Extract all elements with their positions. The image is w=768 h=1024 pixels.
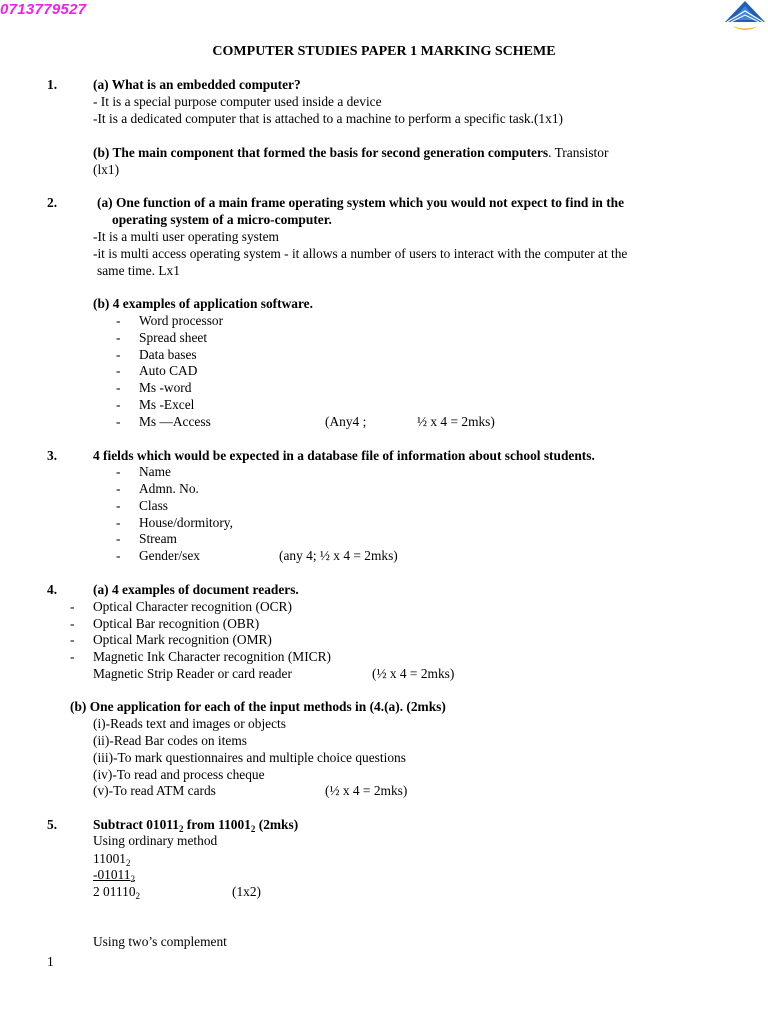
list-bullet: - bbox=[70, 649, 75, 664]
q4a-mark: (½ x 4 = 2mks) bbox=[372, 666, 455, 681]
q5-result-mark: (1x2) bbox=[232, 884, 262, 899]
number: 2 01110 bbox=[93, 884, 136, 899]
logo-icon bbox=[722, 0, 768, 36]
q2a-answer-3: same time. Lx1 bbox=[97, 263, 180, 278]
list-item: Word processor bbox=[139, 313, 224, 328]
list-item: (iv)-To read and process cheque bbox=[93, 767, 265, 782]
phone-number: 0713779527 bbox=[0, 1, 87, 18]
page-number: 1 bbox=[47, 954, 54, 969]
list-bullet: - bbox=[116, 397, 121, 412]
list-item: Class bbox=[139, 498, 169, 513]
q4a-question: (a) 4 examples of document readers. bbox=[93, 582, 299, 597]
q3-question: 4 fields which would be expected in a database file of information about school students. bbox=[93, 448, 595, 463]
q1a-question: (a) What is an embedded computer? bbox=[93, 77, 301, 92]
q5-question-part: Subtract 01011 bbox=[93, 817, 179, 832]
q2a-answer-1: -It is a multi user operating system bbox=[93, 229, 279, 244]
q2-number: 2. bbox=[47, 195, 58, 210]
q1a-answer-1: - It is a special purpose computer used inside a device bbox=[93, 94, 382, 109]
base-subscript: 2 bbox=[125, 858, 131, 868]
q2a-answer-2: -it is multi access operating system - it allows a number of users to interact with the computer at the bbox=[93, 246, 628, 261]
q5-question-part: (2mks) bbox=[255, 817, 299, 832]
list-item: Ms -word bbox=[139, 380, 192, 395]
q1b-answer: . Transistor bbox=[548, 145, 609, 160]
base-subscript: 2 bbox=[135, 891, 141, 901]
list-bullet: - bbox=[116, 481, 121, 496]
list-item: Ms —Access bbox=[139, 414, 211, 429]
list-item: (i)-Reads text and images or objects bbox=[93, 716, 286, 731]
q5-minuend bbox=[93, 851, 130, 867]
q5-subtrahend bbox=[93, 867, 135, 883]
list-item: (iii)-To mark questionnaires and multiple choice questions bbox=[93, 750, 406, 765]
list-bullet: - bbox=[116, 498, 121, 513]
list-item: (v)-To read ATM cards bbox=[93, 783, 216, 798]
list-item: Stream bbox=[139, 531, 177, 546]
q2b-mark-value: ½ x 4 = 2mks) bbox=[417, 414, 495, 429]
q1-number: 1. bbox=[47, 77, 58, 92]
base-subscript: 2 bbox=[250, 824, 256, 834]
list-bullet: - bbox=[70, 599, 75, 614]
number: 11001 bbox=[93, 851, 126, 866]
list-item: Spread sheet bbox=[139, 330, 208, 345]
q5-method-2: Using two’s complement bbox=[93, 934, 227, 949]
q2b-question: (b) 4 examples of application software. bbox=[93, 296, 313, 311]
q5-method-1: Using ordinary method bbox=[93, 833, 218, 848]
base-subscript: 2 bbox=[178, 824, 184, 834]
list-item: House/dormitory, bbox=[139, 515, 233, 530]
list-bullet: - bbox=[116, 330, 121, 345]
q3-number: 3. bbox=[47, 448, 58, 463]
list-item: Auto CAD bbox=[139, 363, 198, 378]
list-item: Optical Mark recognition (OMR) bbox=[93, 632, 272, 647]
list-item: Data bases bbox=[139, 347, 197, 362]
number: -01011 bbox=[93, 867, 131, 882]
list-bullet: - bbox=[70, 616, 75, 631]
q1b-question: (b) The main component that formed the basis for second generation computers bbox=[93, 145, 549, 160]
list-bullet: - bbox=[116, 347, 121, 362]
q5-question-part: from 11001 bbox=[183, 817, 251, 832]
q5-number: 5. bbox=[47, 817, 58, 832]
q4-number: 4. bbox=[47, 582, 58, 597]
q4b-mark: (½ x 4 = 2mks) bbox=[325, 783, 408, 798]
q2b-mark-label: (Any4 ; bbox=[325, 414, 367, 429]
list-bullet: - bbox=[70, 632, 75, 647]
list-item: Gender/sex bbox=[139, 548, 200, 563]
q5-question bbox=[93, 817, 298, 833]
q4b-question: (b) One application for each of the input methods in (4.(a). (2mks) bbox=[70, 699, 446, 714]
list-bullet: - bbox=[116, 313, 121, 328]
list-bullet: - bbox=[116, 363, 121, 378]
base-subscript: 2 bbox=[130, 874, 135, 884]
list-item: Ms -Excel bbox=[139, 397, 195, 412]
list-bullet: - bbox=[116, 548, 121, 563]
q1b-mark: (lx1) bbox=[93, 162, 120, 177]
list-item: Optical Character recognition (OCR) bbox=[93, 599, 292, 614]
q5-result bbox=[93, 884, 140, 900]
list-item: (ii)-Read Bar codes on items bbox=[93, 733, 247, 748]
list-item: Magnetic Ink Character recognition (MICR) bbox=[93, 649, 331, 664]
list-bullet: - bbox=[116, 380, 121, 395]
q3-mark: (any 4; ½ x 4 = 2mks) bbox=[279, 548, 398, 563]
q2a-question-2: operating system of a micro-computer. bbox=[112, 212, 332, 227]
list-item: Admn. No. bbox=[139, 481, 199, 496]
list-bullet: - bbox=[116, 414, 121, 429]
list-item: Optical Bar recognition (OBR) bbox=[93, 616, 260, 631]
list-bullet: - bbox=[116, 464, 121, 479]
q1a-answer-2: -It is a dedicated computer that is attached to a machine to perform a specific task.(1x1) bbox=[93, 111, 563, 126]
q4a-extra: Magnetic Strip Reader or card reader bbox=[93, 666, 292, 681]
q1b-line bbox=[93, 145, 608, 161]
q2a-question-1: (a) One function of a main frame operating system which you would not expect to find in the bbox=[97, 195, 625, 210]
list-bullet: - bbox=[116, 515, 121, 530]
page-title: COMPUTER STUDIES PAPER 1 MARKING SCHEME bbox=[212, 44, 556, 59]
list-bullet: - bbox=[116, 531, 121, 546]
list-item: Name bbox=[139, 464, 171, 479]
